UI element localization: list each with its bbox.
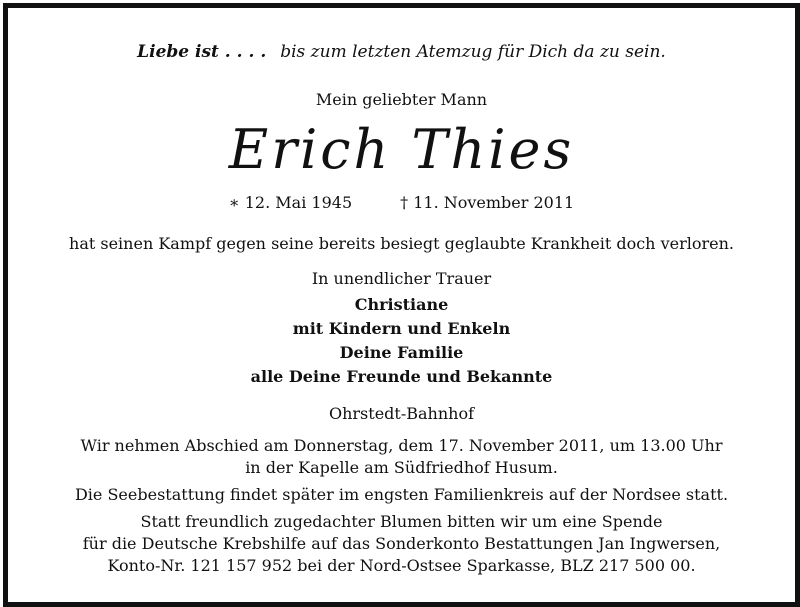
motto-rest: bis zum letzten Atemzug für Dich da zu sein. xyxy=(280,42,666,62)
notice-line: Wir nehmen Abschied am Donnerstag, dem 17. November 2011, um 13.00 Uhr xyxy=(80,436,723,455)
mourner-line: Deine Familie xyxy=(339,343,464,362)
motto-line xyxy=(8,42,795,62)
notice-line: für die Deutsche Krebshilfe auf das Sonderkonto Bestattungen Jan Ingwersen, xyxy=(82,534,721,553)
birth-date: ∗ 12. Mai 1945 xyxy=(228,193,353,212)
notice-line: Konto-Nr. 121 157 952 bei der Nord-Ostsee Sparkasse, BLZ 217 500 00. xyxy=(107,556,696,575)
obituary-frame xyxy=(3,3,800,607)
mourner-line: alle Deine Freunde und Bekannte xyxy=(250,367,553,386)
life-dates xyxy=(8,193,795,212)
mourning-line: In unendlicher Trauer xyxy=(311,269,492,288)
notice-line: in der Kapelle am Südfriedhof Husum. xyxy=(245,458,558,477)
deceased-name: Erich Thies xyxy=(228,118,575,181)
notice-line: Die Seebestattung findet später im engsten Familienkreis auf der Nordsee statt. xyxy=(74,485,729,504)
statement-text: hat seinen Kampf gegen seine bereits besiegt geglaubte Krankheit doch verloren. xyxy=(69,234,734,253)
place-name: Ohrstedt-Bahnhof xyxy=(328,404,475,423)
death-date: † 11. November 2011 xyxy=(400,193,575,212)
intro-text: Mein geliebter Mann xyxy=(315,90,488,109)
mourner-line: mit Kindern und Enkeln xyxy=(292,319,511,338)
motto-lead: Liebe ist . . . . xyxy=(137,42,267,62)
notice-line: Statt freundlich zugedachter Blumen bitten wir um eine Spende xyxy=(140,512,663,531)
mourner-name: Christiane xyxy=(354,295,449,314)
